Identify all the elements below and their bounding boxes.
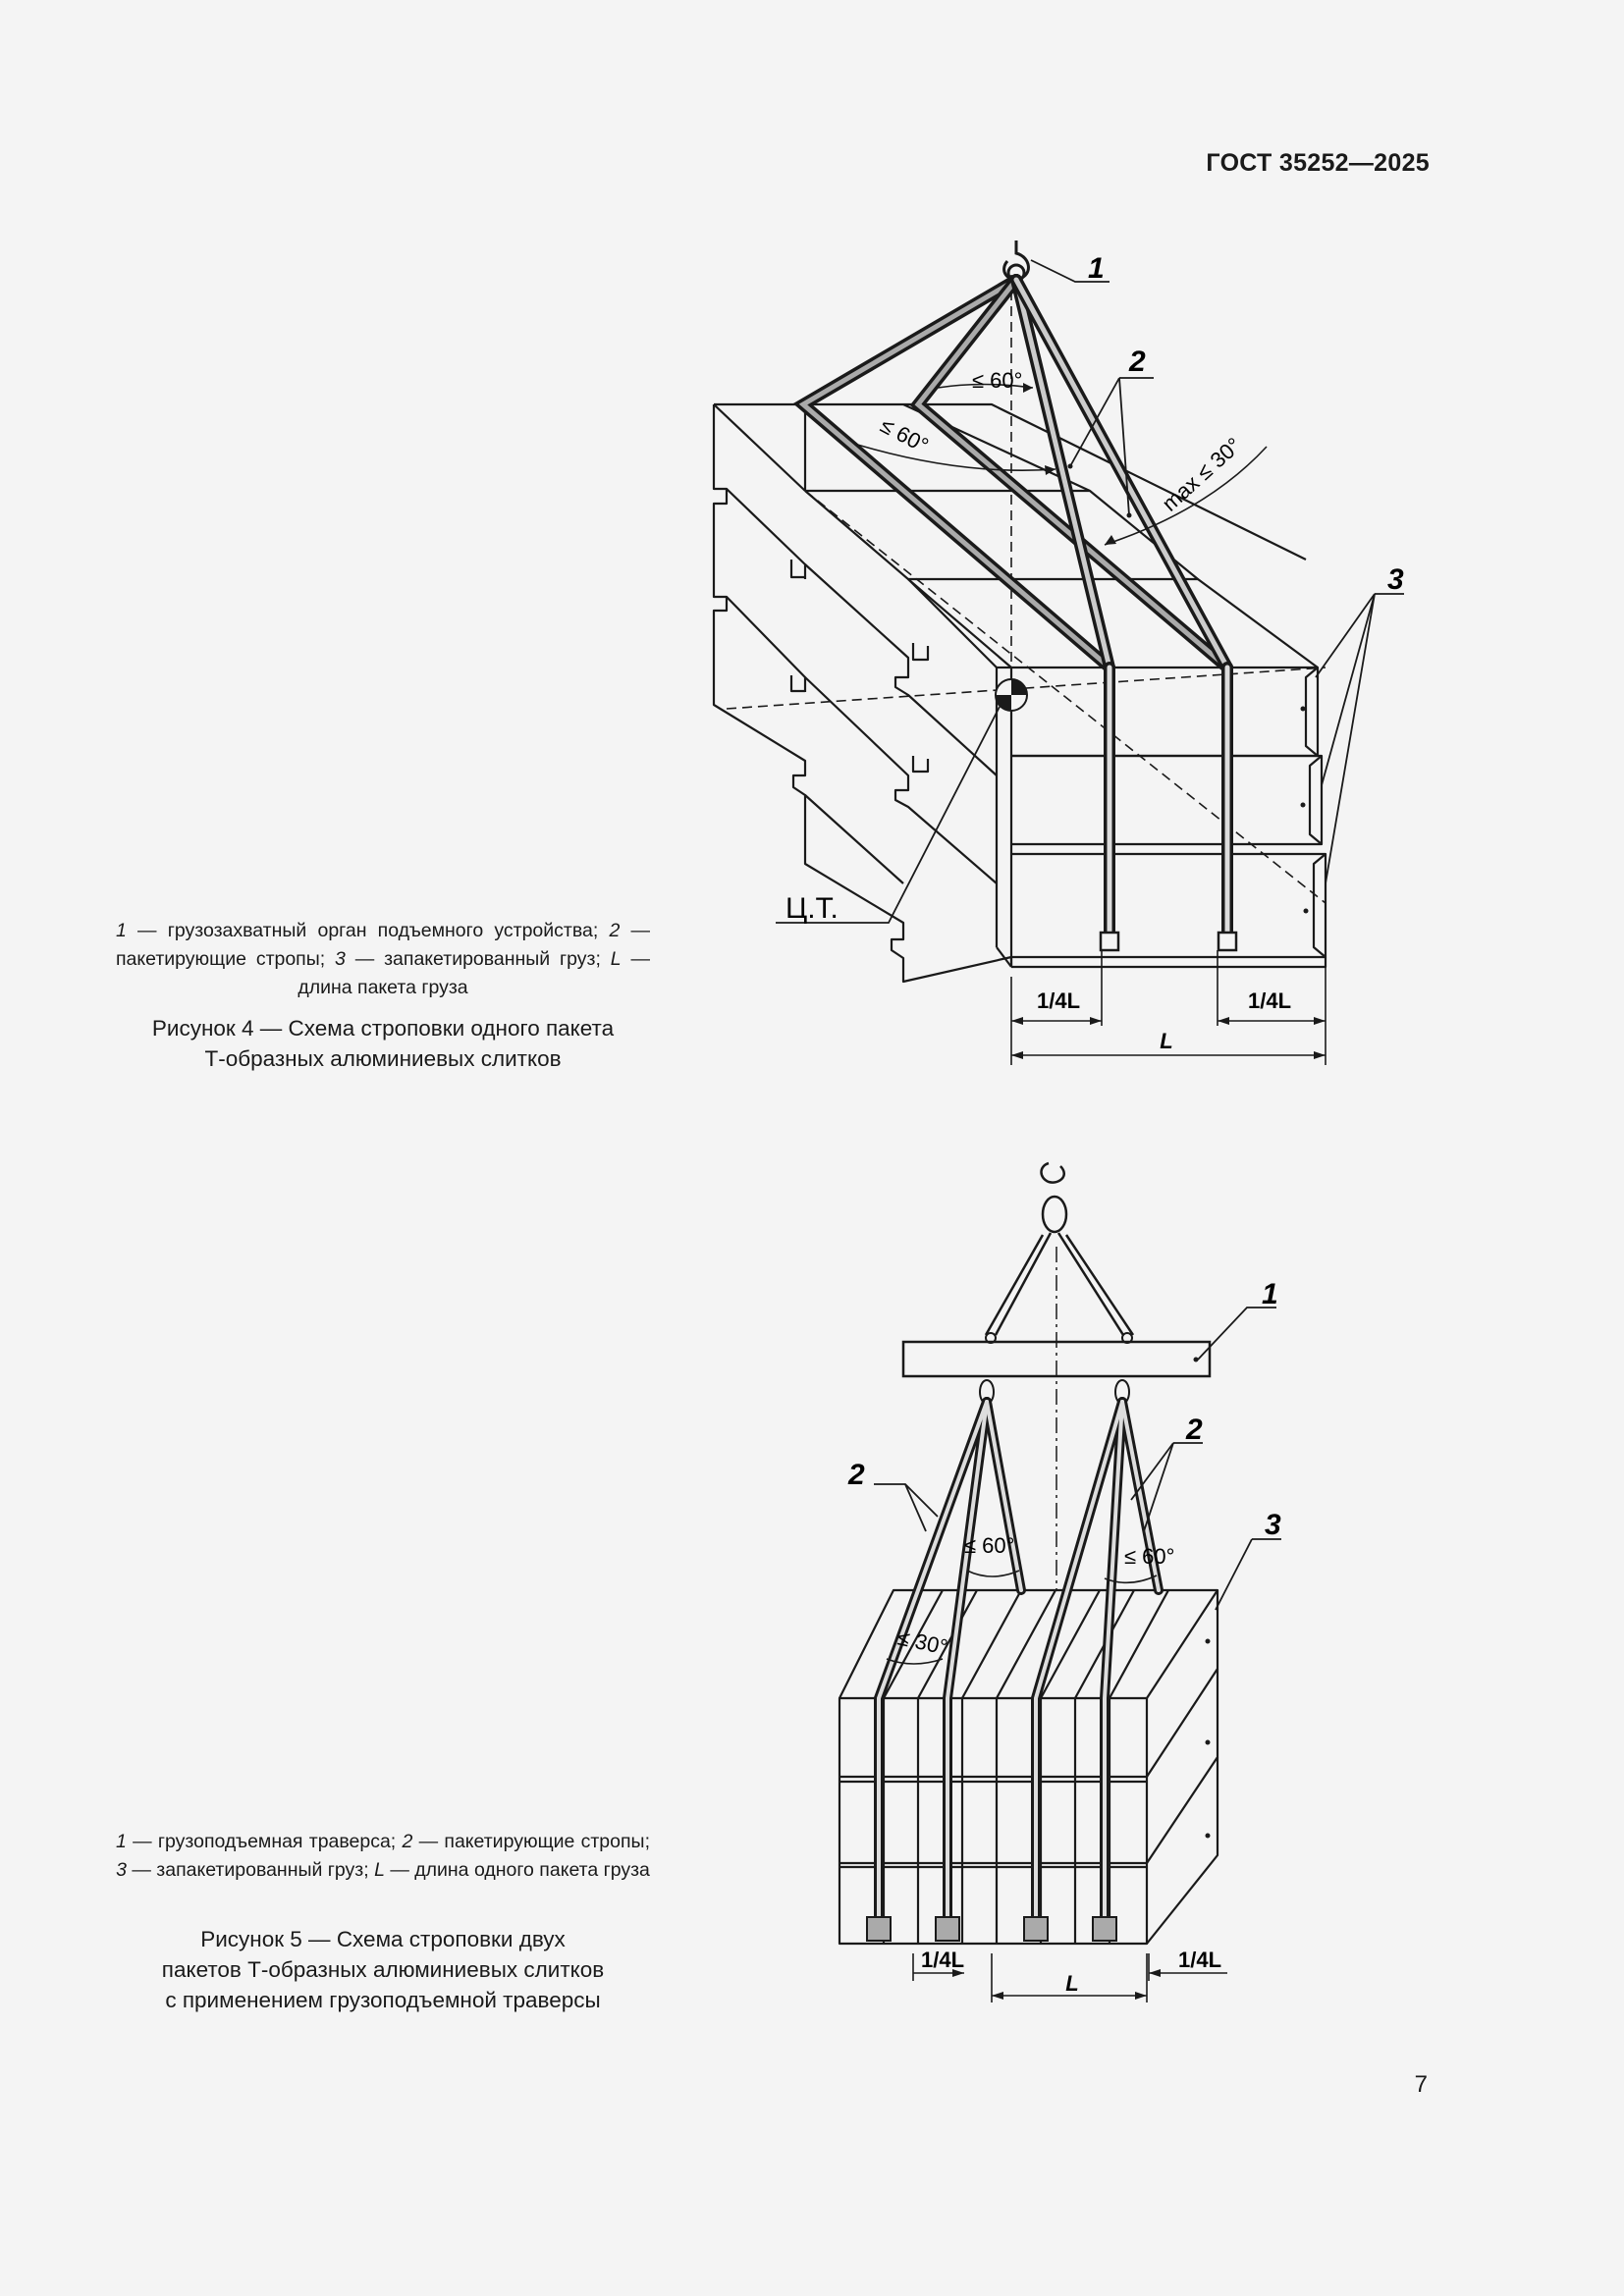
fig5-callout-3: 3 [1265,1509,1281,1541]
fig5-angle-low: ≤ 30° [894,1625,950,1660]
package-front-right-bot [1011,854,1326,957]
fig5-angle-left: ≤ 60° [964,1533,1015,1558]
center-of-gravity-icon [996,679,1027,711]
center-diagonal-line [805,491,1326,903]
fig4-callout-3: 3 [1387,563,1404,596]
fig5-dim-quarter-left: 1/4L [920,1948,965,1972]
fig4-angle-left: ≤ 60° [876,412,933,458]
fig5-callout-2b: 2 [1186,1414,1203,1446]
fig5-dim-total: L [1065,1971,1079,1996]
figure-4-caption-line1: Рисунок 4 — Схема строповки одного пакета [151,1016,615,1041]
figure-5-caption [116,1924,650,2015]
hook-icon [1042,1163,1064,1183]
figure-4-drawing [687,231,1404,1075]
fig4-dim-quarter-right: 1/4L [1247,988,1292,1013]
package-front-right-mid [1011,756,1322,844]
figure-4-caption-line2: Т-образных алюминиевых слитков [204,1046,562,1071]
figure-5-caption-line3: с применением грузоподъемной траверсы [165,1988,601,2012]
package-front-right-top [1011,667,1318,756]
fig4-angle-right: max ≤ 30° [1157,432,1247,516]
figure-5-caption-line2: пакетов Т-образных алюминиевых слитков [161,1957,605,1982]
fig5-callout-2a: 2 [848,1459,865,1491]
figure-5-caption-line1: Рисунок 5 — Схема строповки двух [200,1927,566,1951]
fig4-callout-2: 2 [1129,346,1146,378]
figure-4-caption [116,1013,650,1074]
fig4-dim-total: L [1160,1029,1173,1053]
fig4-angle-top: ≤ 60° [972,368,1023,393]
fig5-angle-right: ≤ 60° [1124,1544,1175,1569]
fig5-callout-1: 1 [1262,1278,1278,1310]
page-number: 7 [1414,2071,1428,2098]
figure-5-legend: 1 — грузоподъемная траверса; 2 — пакетирующие стропы; 3 — запакетированный груз; L — длина одного пакета груза [116,1831,650,1881]
document-header-id: ГОСТ 35252—2025 [1206,149,1430,177]
figure-4-legend: 1 — грузозахватный орган подъемного устройства; 2 — пакетирующие стропы; 3 — запакетированный груз; L — длина пакета груза [116,920,650,998]
fig5-dim-quarter-right: 1/4L [1177,1948,1222,1972]
figure-5-drawing [825,1148,1296,2032]
fig4-dim-quarter-left: 1/4L [1036,988,1081,1013]
fig4-callout-cg: Ц.Т. [785,892,839,925]
fig4-callout-1: 1 [1088,252,1105,285]
